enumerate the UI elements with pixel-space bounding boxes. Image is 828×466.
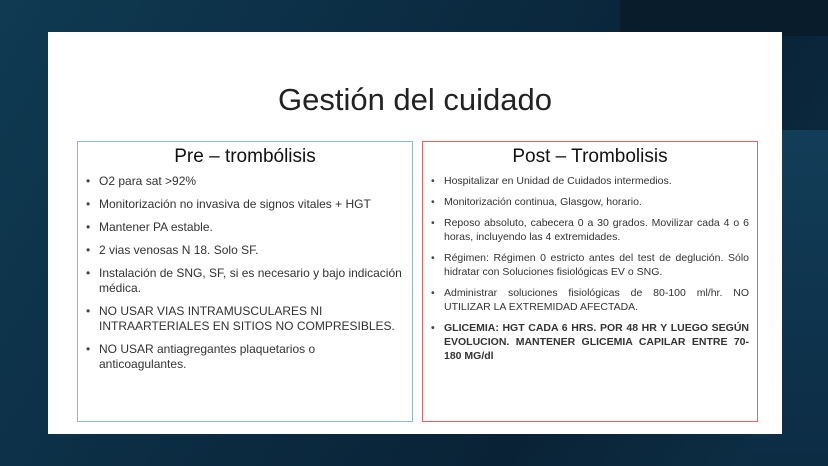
post-thrombolysis-heading: Post – Trombolisis (512, 146, 668, 167)
list-item: • Instalación de SNG, SF, si es necesario y bajo indicación médica. (99, 266, 404, 296)
list-item: • Mantener PA estable. (99, 220, 404, 235)
list-item: • Reposo absoluto, cabecera 0 a 30 grados. Movilizar cada 4 o 6 horas, incluyendo las 4 extremidades. (444, 216, 749, 244)
list-item: • Régimen: Régimen 0 estricto antes del test de deglución. Sólo hidratar con Soluciones fisiológicas EV o SNG. (444, 251, 749, 279)
list-item: • Hospitalizar en Unidad de Cuidados intermedios. (444, 174, 749, 188)
list-item: • NO USAR VIAS INTRAMUSCULARES NI INTRAARTERIALES EN SITIOS NO COMPRESIBLES. (99, 304, 404, 334)
list-item: • O2 para sat >92% (99, 174, 404, 189)
pre-thrombolysis-list (78, 174, 412, 372)
list-item: • 2 vias venosas N 18. Solo SF. (99, 243, 404, 258)
list-item: • Monitorización no invasiva de signos vitales + HGT (99, 197, 404, 212)
slide (48, 32, 782, 434)
list-item: • Monitorización continua, Glasgow, horario. (444, 195, 749, 209)
list-item: • Administrar soluciones fisiológicas de 80-100 ml/hr. NO UTILIZAR LA EXTREMIDAD AFECTADA. (444, 286, 749, 314)
post-thrombolysis-list (423, 174, 757, 363)
list-item: • NO USAR antiagregantes plaquetarios o anticoagulantes. (99, 342, 404, 372)
pre-thrombolysis-box (77, 141, 413, 422)
pre-thrombolysis-heading: Pre – trombólisis (174, 146, 316, 167)
list-item-glicemia: • GLICEMIA: HGT CADA 6 HRS. POR 48 HR Y LUEGO SEGÚN EVOLUCION. MANTENER GLICEMIA CAPILAR ENTRE 70-180 MG/dl (444, 321, 749, 363)
slide-title: Gestión del cuidado (277, 82, 553, 117)
background-band-top (620, 0, 828, 36)
post-thrombolysis-box (422, 141, 758, 422)
